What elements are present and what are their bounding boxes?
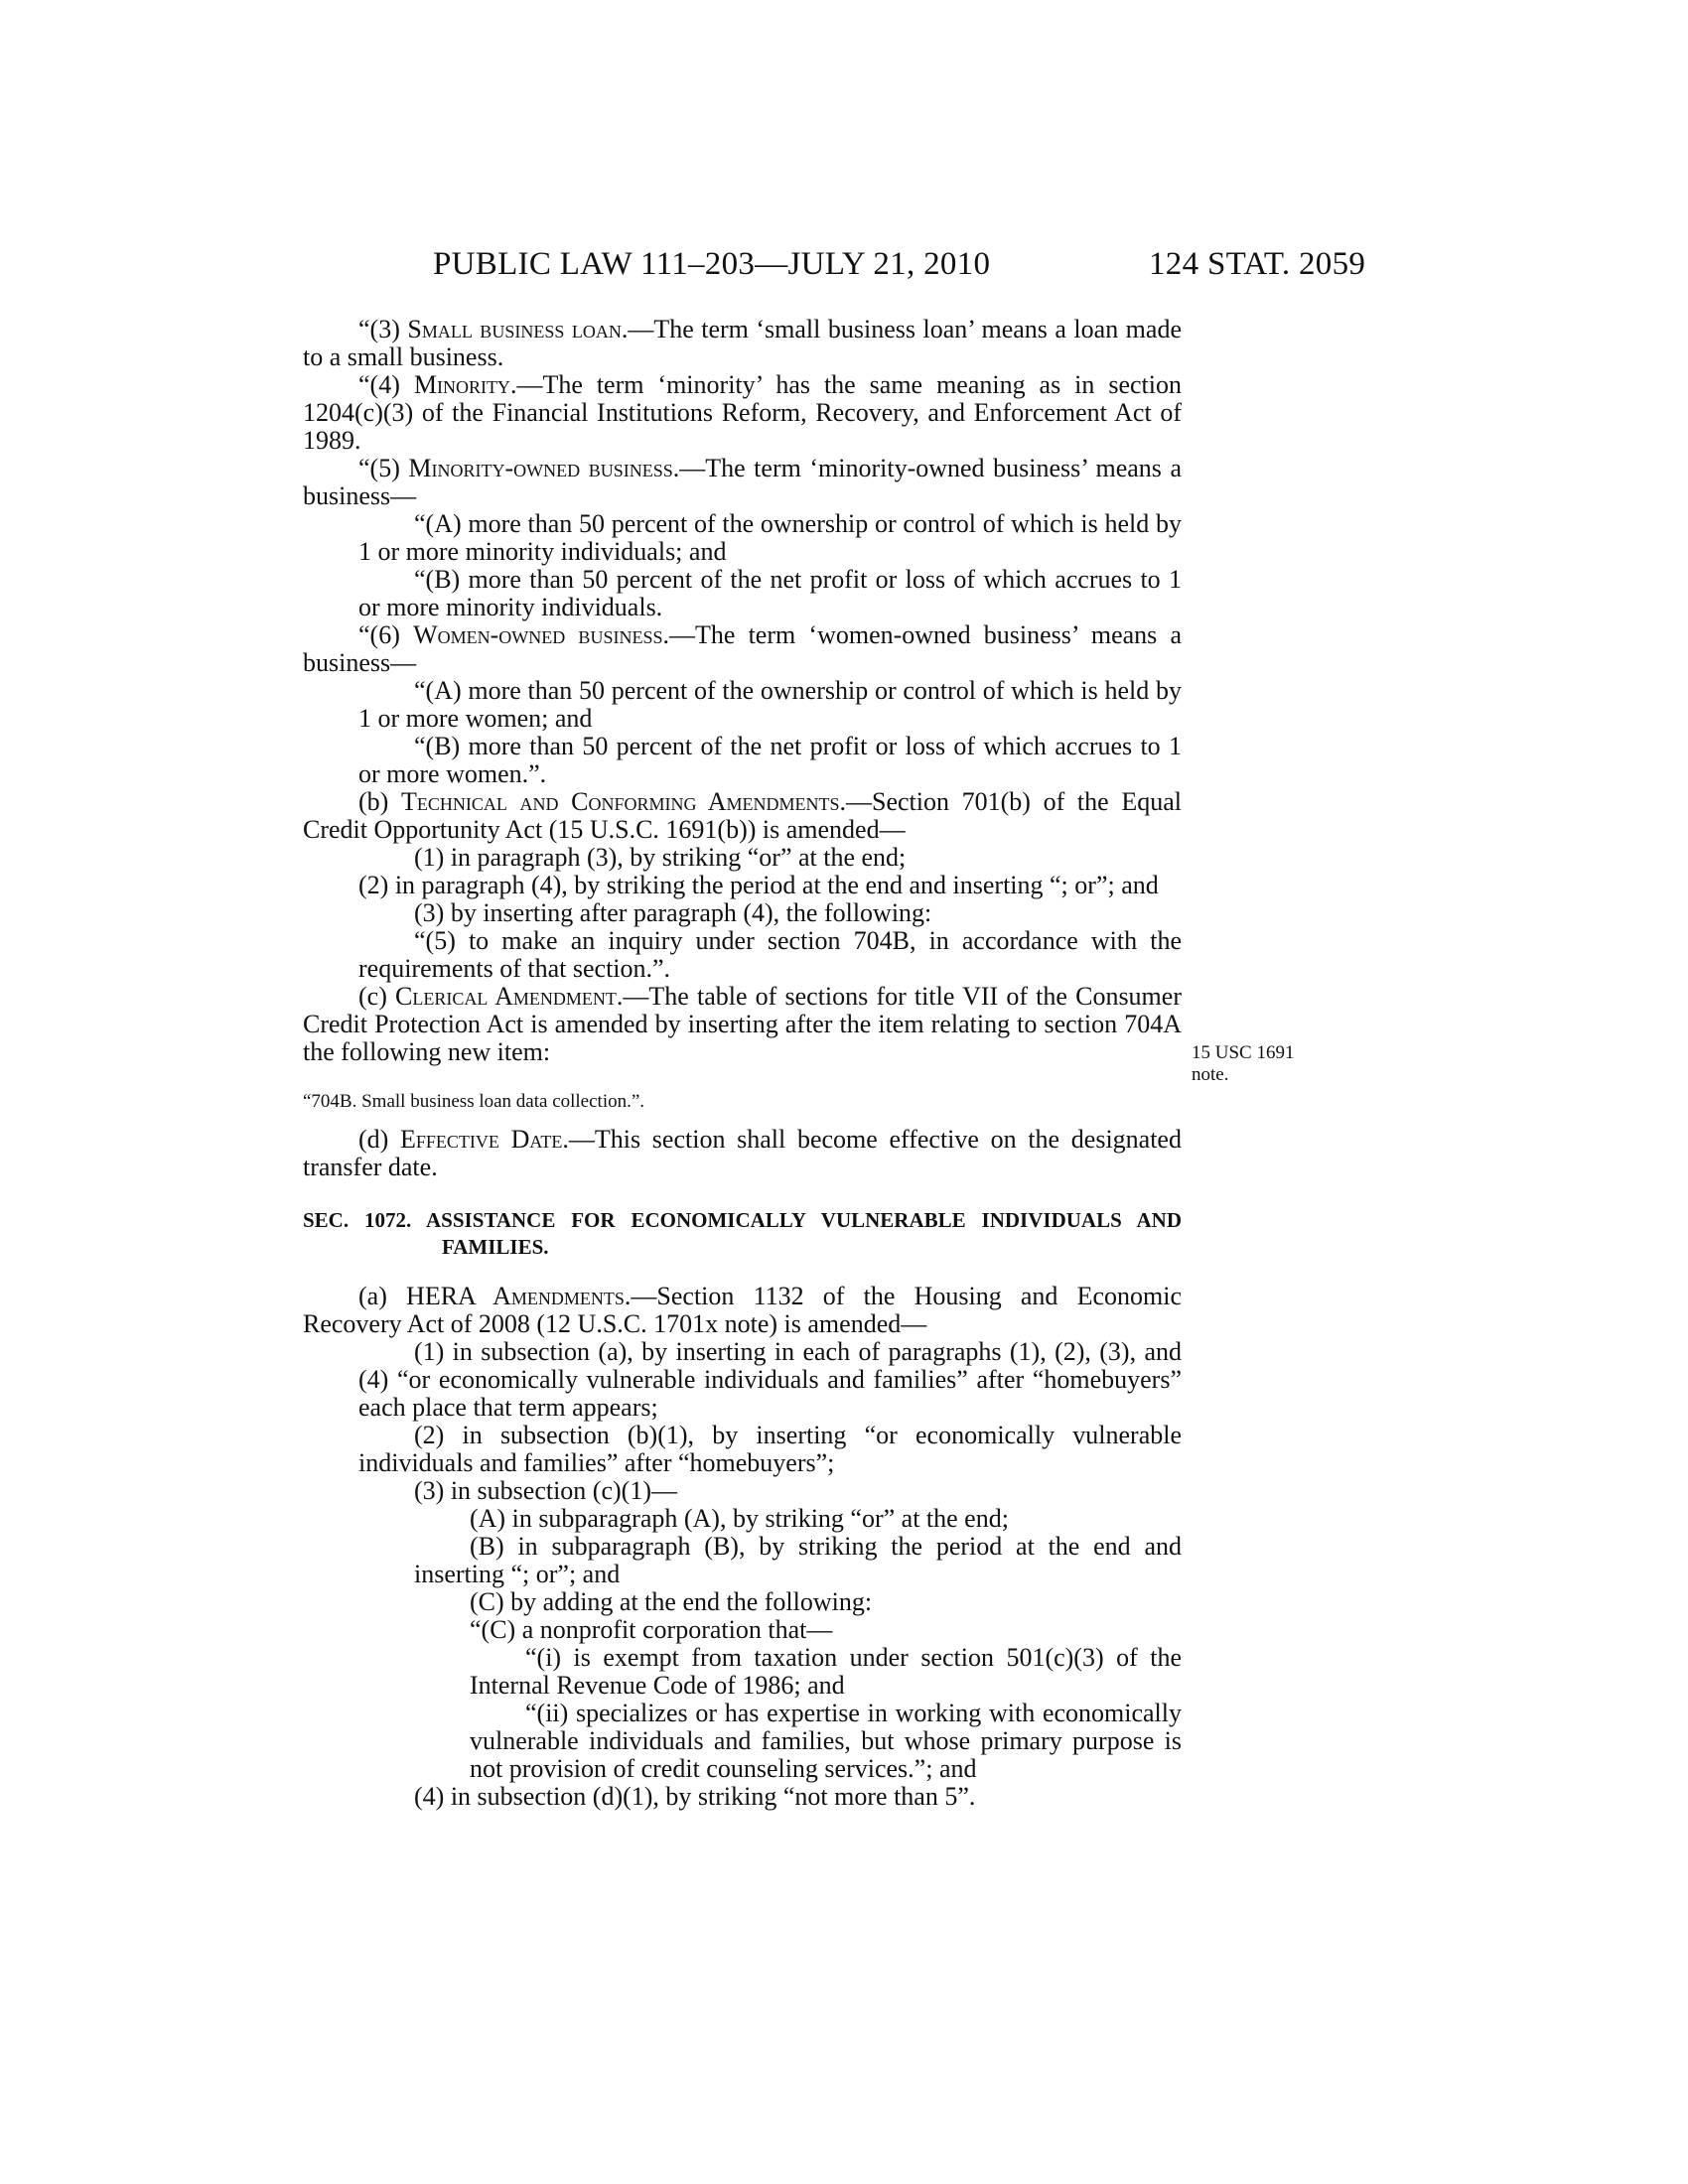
paragraph: (1) in subsection (a), by inserting in each of paragraphs (1), (2), (3), and (4) “or economically vulnerable individuals and families” after “homebuyers” each place that term appears; — [358, 1337, 1182, 1422]
subparagraph: (C) by adding at the end the following: — [470, 1587, 873, 1616]
document-body — [303, 316, 1182, 1811]
paragraph-heading: Small business loan — [407, 315, 622, 343]
subsection-hera-amendments: (a) HERA Amendments.—Section 1132 of the Housing and Economic Recovery Act of 2008 (12 U.S.C. 1701x note) is amended— — [303, 1282, 1183, 1338]
subsection-effective-date: (d) Effective Date.—This section shall become effective on the designated transfer date. — [303, 1125, 1182, 1181]
paragraph: (2) in paragraph (4), by striking the period at the end and inserting “; or”; and — [358, 871, 1159, 899]
paragraph-heading: Women-owned business — [413, 620, 663, 649]
quoted-subparagraph: “(C) a nonprofit corporation that— — [470, 1615, 833, 1644]
quoted-paragraph: “(5) to make an inquiry under section 704B, in accordance with the requirements of that section.”. — [358, 926, 1182, 983]
subparagraph: “(B) more than 50 percent of the net profit or loss of which accrues to 1 or more women.”. — [358, 732, 1182, 788]
paragraph: (2) in subsection (b)(1), by inserting “or economically vulnerable individuals and families” after “homebuyers”; — [358, 1421, 1182, 1477]
paragraph: (4) in subsection (d)(1), by striking “not more than 5”. — [414, 1782, 976, 1811]
quoted-clause: “(ii) specializes or has expertise in working with economically vulnerable individuals and families, but whose primary purpose is not provision of credit counseling services.”; and — [470, 1699, 1182, 1783]
paragraph-women-owned-business: “(6) Women-owned business.—The term ‘women-owned business’ means a business— — [303, 620, 1182, 677]
running-header-title: PUBLIC LAW 111–203—JULY 21, 2010 — [433, 246, 991, 282]
paragraph: (3) by inserting after paragraph (4), the following: — [414, 898, 932, 927]
margin-note — [1192, 1042, 1311, 1086]
subsection-heading: Effective Date — [400, 1125, 563, 1154]
margin-note-citation: 15 USC 1691 — [1192, 1042, 1295, 1063]
subparagraph: (B) in subparagraph (B), by striking the period at the end and inserting “; or”; and — [414, 1532, 1182, 1588]
quoted-clause: “(i) is exempt from taxation under section 501(c)(3) of the Internal Revenue Code of 1986; and — [470, 1643, 1182, 1700]
margin-note-label: note. — [1192, 1064, 1229, 1085]
subsection-clerical-amendment: (c) Clerical Amendment.—The table of sections for title VII of the Consumer Credit Protection Act is amended by inserting after the item relating to section 704A the following new item: — [303, 982, 1182, 1066]
subsection-technical-amendments: (b) Technical and Conforming Amendments.—Section 701(b) of the Equal Credit Opportunity Act (15 U.S.C. 1691(b)) is amended— — [303, 787, 1182, 844]
page-number-citation: 124 STAT. 2059 — [1149, 246, 1366, 282]
paragraph: (1) in paragraph (3), by striking “or” at the end; — [414, 843, 907, 872]
subparagraph: “(A) more than 50 percent of the ownership or control of which is held by 1 or more minority individuals; and — [358, 509, 1182, 566]
subparagraph: (A) in subparagraph (A), by striking “or” at the end; — [470, 1504, 1009, 1533]
section-heading: SEC. 1072. ASSISTANCE FOR ECONOMICALLY VULNERABLE INDIVIDUALS AND FAMILIES. — [303, 1208, 1182, 1259]
paragraph-minority: “(4) Minority.—The term ‘minority’ has the same meaning as in section 1204(c)(3) of the Financial Institutions Reform, Recovery, and Enforcement Act of 1989. — [303, 370, 1183, 455]
paragraph-small-business-loan: “(3) Small business loan.—The term ‘small business loan’ means a loan made to a small business. — [303, 315, 1182, 371]
subsection-heading: Clerical Amendment — [395, 982, 617, 1011]
subsection-heading: Technical and Conforming Amendments — [400, 787, 840, 816]
paragraph: (3) in subsection (c)(1)— — [414, 1476, 677, 1505]
paragraph-heading: Minority — [413, 370, 510, 399]
subparagraph: “(B) more than 50 percent of the net profit or loss of which accrues to 1 or more minority individuals. — [358, 565, 1182, 621]
paragraph-minority-owned-business: “(5) Minority-owned business.—The term ‘minority-owned business’ means a business— — [303, 454, 1182, 510]
table-of-sections-item: “704B. Small business loan data collection.”. — [303, 1091, 645, 1112]
paragraph-heading: Minority-owned business — [408, 454, 673, 482]
subparagraph: “(A) more than 50 percent of the ownership or control of which is held by 1 or more women; and — [358, 676, 1182, 733]
subsection-heading: HERA Amendments — [406, 1282, 625, 1310]
